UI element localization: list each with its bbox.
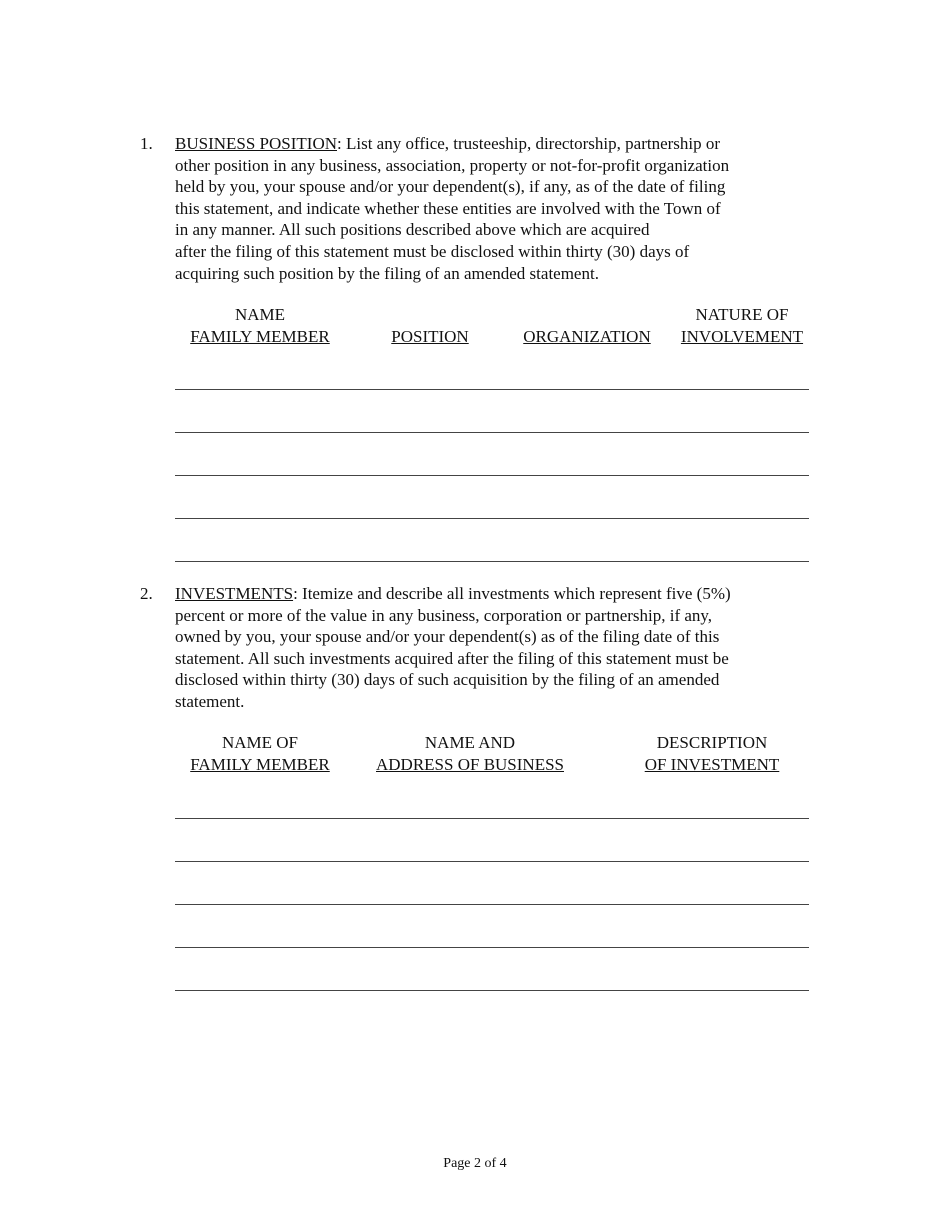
section-text [175,133,800,284]
header-description-of-investment: DESCRIPTION OF INVESTMENT [644,733,780,774]
header-name-address-of-business: NAME AND ADDRESS OF BUSINESS [376,733,564,774]
fill-in-line[interactable] [175,432,809,433]
fill-in-line[interactable] [175,475,809,476]
fill-in-line[interactable] [175,904,809,905]
header-organization: ORGANIZATION [523,327,651,346]
fill-in-line[interactable] [175,518,809,519]
text-line: after the filing of this statement must be disclosed within thirty (30) days of [175,241,690,261]
text-line: other position in any business, association, property or not-for-profit organization [175,155,730,175]
text-line: in any manner. All such positions described above which are acquired [175,220,650,240]
section-first-line: BUSINESS POSITION: List any office, trusteeship, directorship, partnership or [175,134,721,153]
text-line: statement. All such investments acquired after the filing of this statement must be [175,648,729,668]
header-position: POSITION [391,327,469,346]
text-line: statement. [175,691,245,711]
text-line: this statement, and indicate whether these entities are involved with the Town of [175,198,721,218]
section-title: BUSINESS POSITION [175,134,337,153]
fill-in-line[interactable] [175,947,809,948]
header-nature-of-involvement: NATURE OF INVOLVEMENT [680,305,804,346]
header-family-member: NAME FAMILY MEMBER [190,305,330,346]
text-line: percent or more of the value in any business, corporation or partnership, if any, [175,605,713,625]
text-line: acquiring such position by the filing of an amended statement. [175,263,599,283]
text-line: disclosed within thirty (30) days of such acquisition by the filing of an amended [175,670,720,690]
text-line: held by you, your spouse and/or your dependent(s), if any, as of the date of filing [175,177,726,197]
fill-in-line[interactable] [175,990,809,991]
section-number: 2. [140,584,153,603]
fill-in-line[interactable] [175,561,809,562]
fill-in-line[interactable] [175,861,809,862]
section-text [175,583,800,713]
header-family-member: NAME OF FAMILY MEMBER [190,733,330,774]
section-first-line: INVESTMENTS: Itemize and describe all investments which represent five (5%) [175,584,731,603]
text-line: owned by you, your spouse and/or your dependent(s) as of the filing date of this [175,627,720,647]
fill-in-line[interactable] [175,818,809,819]
section-title: INVESTMENTS [175,584,294,603]
section-number: 1. [140,134,153,153]
fill-in-line[interactable] [175,389,809,390]
page-number: Page 2 of 4 [443,1156,507,1171]
